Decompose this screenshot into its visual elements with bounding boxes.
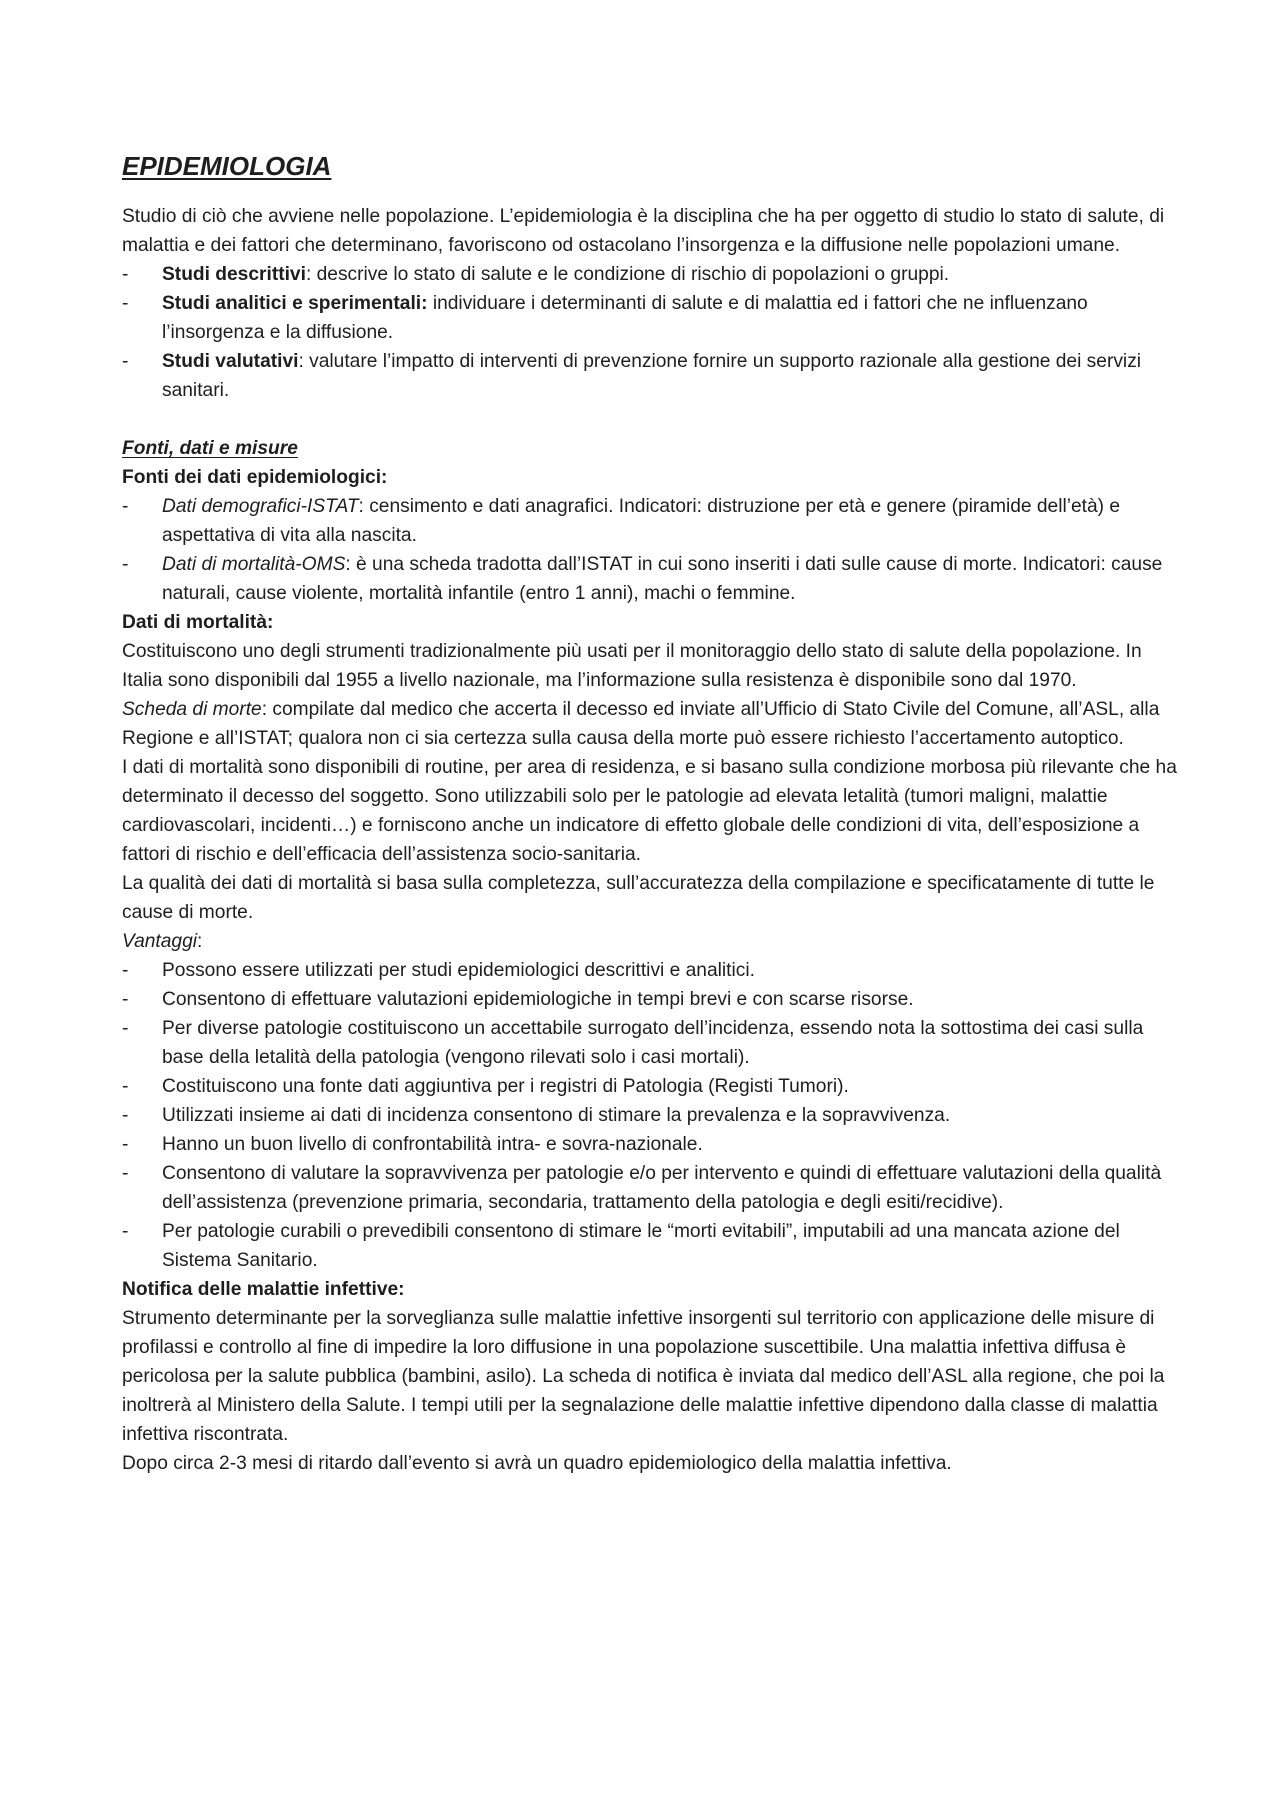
list-item — [122, 260, 1177, 289]
death-form-text: : compilate dal medico che accerta il decesso ed inviate all’Ufficio di Stato Civile del Comune, all’ASL, alla Regione e all’ISTAT; qualora non ci sia certezza sulla causa della morte può essere richiesto l’accertamento autoptico. — [122, 699, 1160, 749]
advantages-list — [122, 956, 1177, 1275]
list-item — [122, 289, 1177, 347]
list-item: - Hanno un buon livello di confrontabilità intra- e sovra-nazionale. — [122, 1130, 1177, 1159]
list-item: - Costituiscono una fonte dati aggiuntiva per i registri di Patologia (Registi Tumori). — [122, 1072, 1177, 1101]
list-item — [122, 550, 1177, 608]
mortality-paragraph: Costituiscono uno degli strumenti tradizionalmente più usati per il monitoraggio dello stato di salute della popolazione. In Italia sono disponibili dal 1955 a livello nazionale, ma l’informazione sulla resistenza è disponibile sono dal 1970. — [122, 641, 1142, 691]
list-item: - Per patologie curabili o prevedibili consentono di stimare le “morti evitabili”, imputabili ad una mancata azione del Sistema Sanitario. — [122, 1217, 1177, 1275]
list-item-term: Dati demografici-ISTAT — [162, 496, 359, 517]
list-item-term: Dati di mortalità-OMS — [162, 554, 346, 575]
list-item-text: : censimento e dati anagrafici. Indicatori: distruzione per età e genere (piramide dell’età) e aspettativa di vita alla nascita. — [162, 496, 1121, 546]
list-item: - Consentono di effettuare valutazioni epidemiologiche in tempi brevi e con scarse risorse. — [122, 985, 1177, 1014]
list-item-term: Studi valutativi — [162, 351, 299, 372]
notification-heading: Notifica delle malattie infettive: — [122, 1279, 405, 1300]
notification-paragraph: Dopo circa 2-3 mesi di ritardo dall’evento si avrà un quadro epidemiologico della malattia infettiva. — [122, 1453, 952, 1474]
page-title: EPIDEMIOLOGIA — [122, 151, 332, 181]
list-item-text: individuare i determinanti di salute e di malattia ed i fattori che ne influenzano l’insorgenza e la diffusione. — [162, 293, 1088, 343]
list-item-term: Studi analitici e sperimentali: — [162, 293, 428, 314]
section-title: Fonti, dati e misure — [122, 438, 298, 459]
sources-list — [122, 492, 1177, 608]
list-item-term: Studi descrittivi — [162, 264, 306, 285]
death-form-term: Scheda di morte — [122, 699, 262, 720]
list-item — [122, 347, 1177, 405]
mortality-paragraph: La qualità dei dati di mortalità si basa sulla completezza, sull’accuratezza della compilazione e specificatamente di tutte le cause di morte. — [122, 873, 1155, 923]
list-item: - Utilizzati insieme ai dati di incidenza consentono di stimare la prevalenza e la sopravvivenza. — [122, 1101, 1177, 1130]
list-item: - Possono essere utilizzati per studi epidemiologici descrittivi e analitici. — [122, 956, 1177, 985]
mortality-heading: Dati di mortalità: — [122, 612, 274, 633]
list-item-text: : è una scheda tradotta dall’ISTAT in cui sono inseriti i dati sulle cause di morte. Indicatori: cause naturali, cause violente, mortalità infantile (entro 1 anni), machi o femmine. — [162, 554, 1163, 604]
spacer — [122, 405, 1177, 434]
list-item — [122, 492, 1177, 550]
list-item-text: : descrive lo stato di salute e le condizione di rischio di popolazioni o gruppi. — [305, 264, 950, 285]
studies-list — [122, 260, 1177, 405]
list-item: - Consentono di valutare la sopravvivenza per patologie e/o per intervento e quindi di effettuare valutazioni della qualità dell’assistenza (prevenzione primaria, secondaria, trattamento della patologia e degli esiti/recidive). — [122, 1159, 1177, 1217]
death-form-paragraph — [122, 695, 1177, 753]
sources-heading: Fonti dei dati epidemiologici: — [122, 467, 388, 488]
mortality-paragraph: I dati di mortalità sono disponibili di routine, per area di residenza, e si basano sulla condizione morbosa più rilevante che ha determinato il decesso del soggetto. Sono utilizzabili solo per le patologie ad elevata letalità (tumori maligni, malattie cardiovascolari, incidenti…) e forniscono anche un indicatore di effetto globale delle condizioni di vita, dell’esposizione a fattori di rischio e dell’efficacia dell’assistenza socio-sanitaria. — [122, 757, 1177, 865]
advantages-label — [122, 927, 1177, 956]
document-page — [122, 150, 1177, 1478]
list-item: - Per diverse patologie costituiscono un accettabile surrogato dell’incidenza, essendo nota la sottostima dei casi sulla base della letalità della patologia (vengono rilevati solo i casi mortali). — [122, 1014, 1177, 1072]
notification-paragraph: Strumento determinante per la sorveglianza sulle malattie infettive insorgenti sul territorio con applicazione delle misure di profilassi e controllo al fine di impedire la loro diffusione in una popolazione suscettibile. Una malattia infettiva diffusa è pericolosa per la salute pubblica (bambini, asilo). La scheda di notifica è inviata dal medico dell’ASL alla regione, che poi la inoltrerà al Ministero della Salute. I tempi utili per la segnalazione delle malattie infettive dipendono dalla classe di malattia infettiva riscontrata. — [122, 1308, 1165, 1445]
list-item-text: : valutare l’impatto di interventi di prevenzione fornire un supporto razionale alla gestione dei servizi sanitari. — [162, 351, 1142, 401]
advantages-term: Vantaggi — [122, 931, 198, 952]
advantages-colon: : — [197, 931, 203, 952]
intro-paragraph: Studio di ciò che avviene nelle popolazione. L’epidemiologia è la disciplina che ha per oggetto di studio lo stato di salute, di malattia e dei fattori che determinano, favoriscono od ostacolano l’insorgenza e la diffusione nelle popolazioni umane. — [122, 206, 1165, 256]
